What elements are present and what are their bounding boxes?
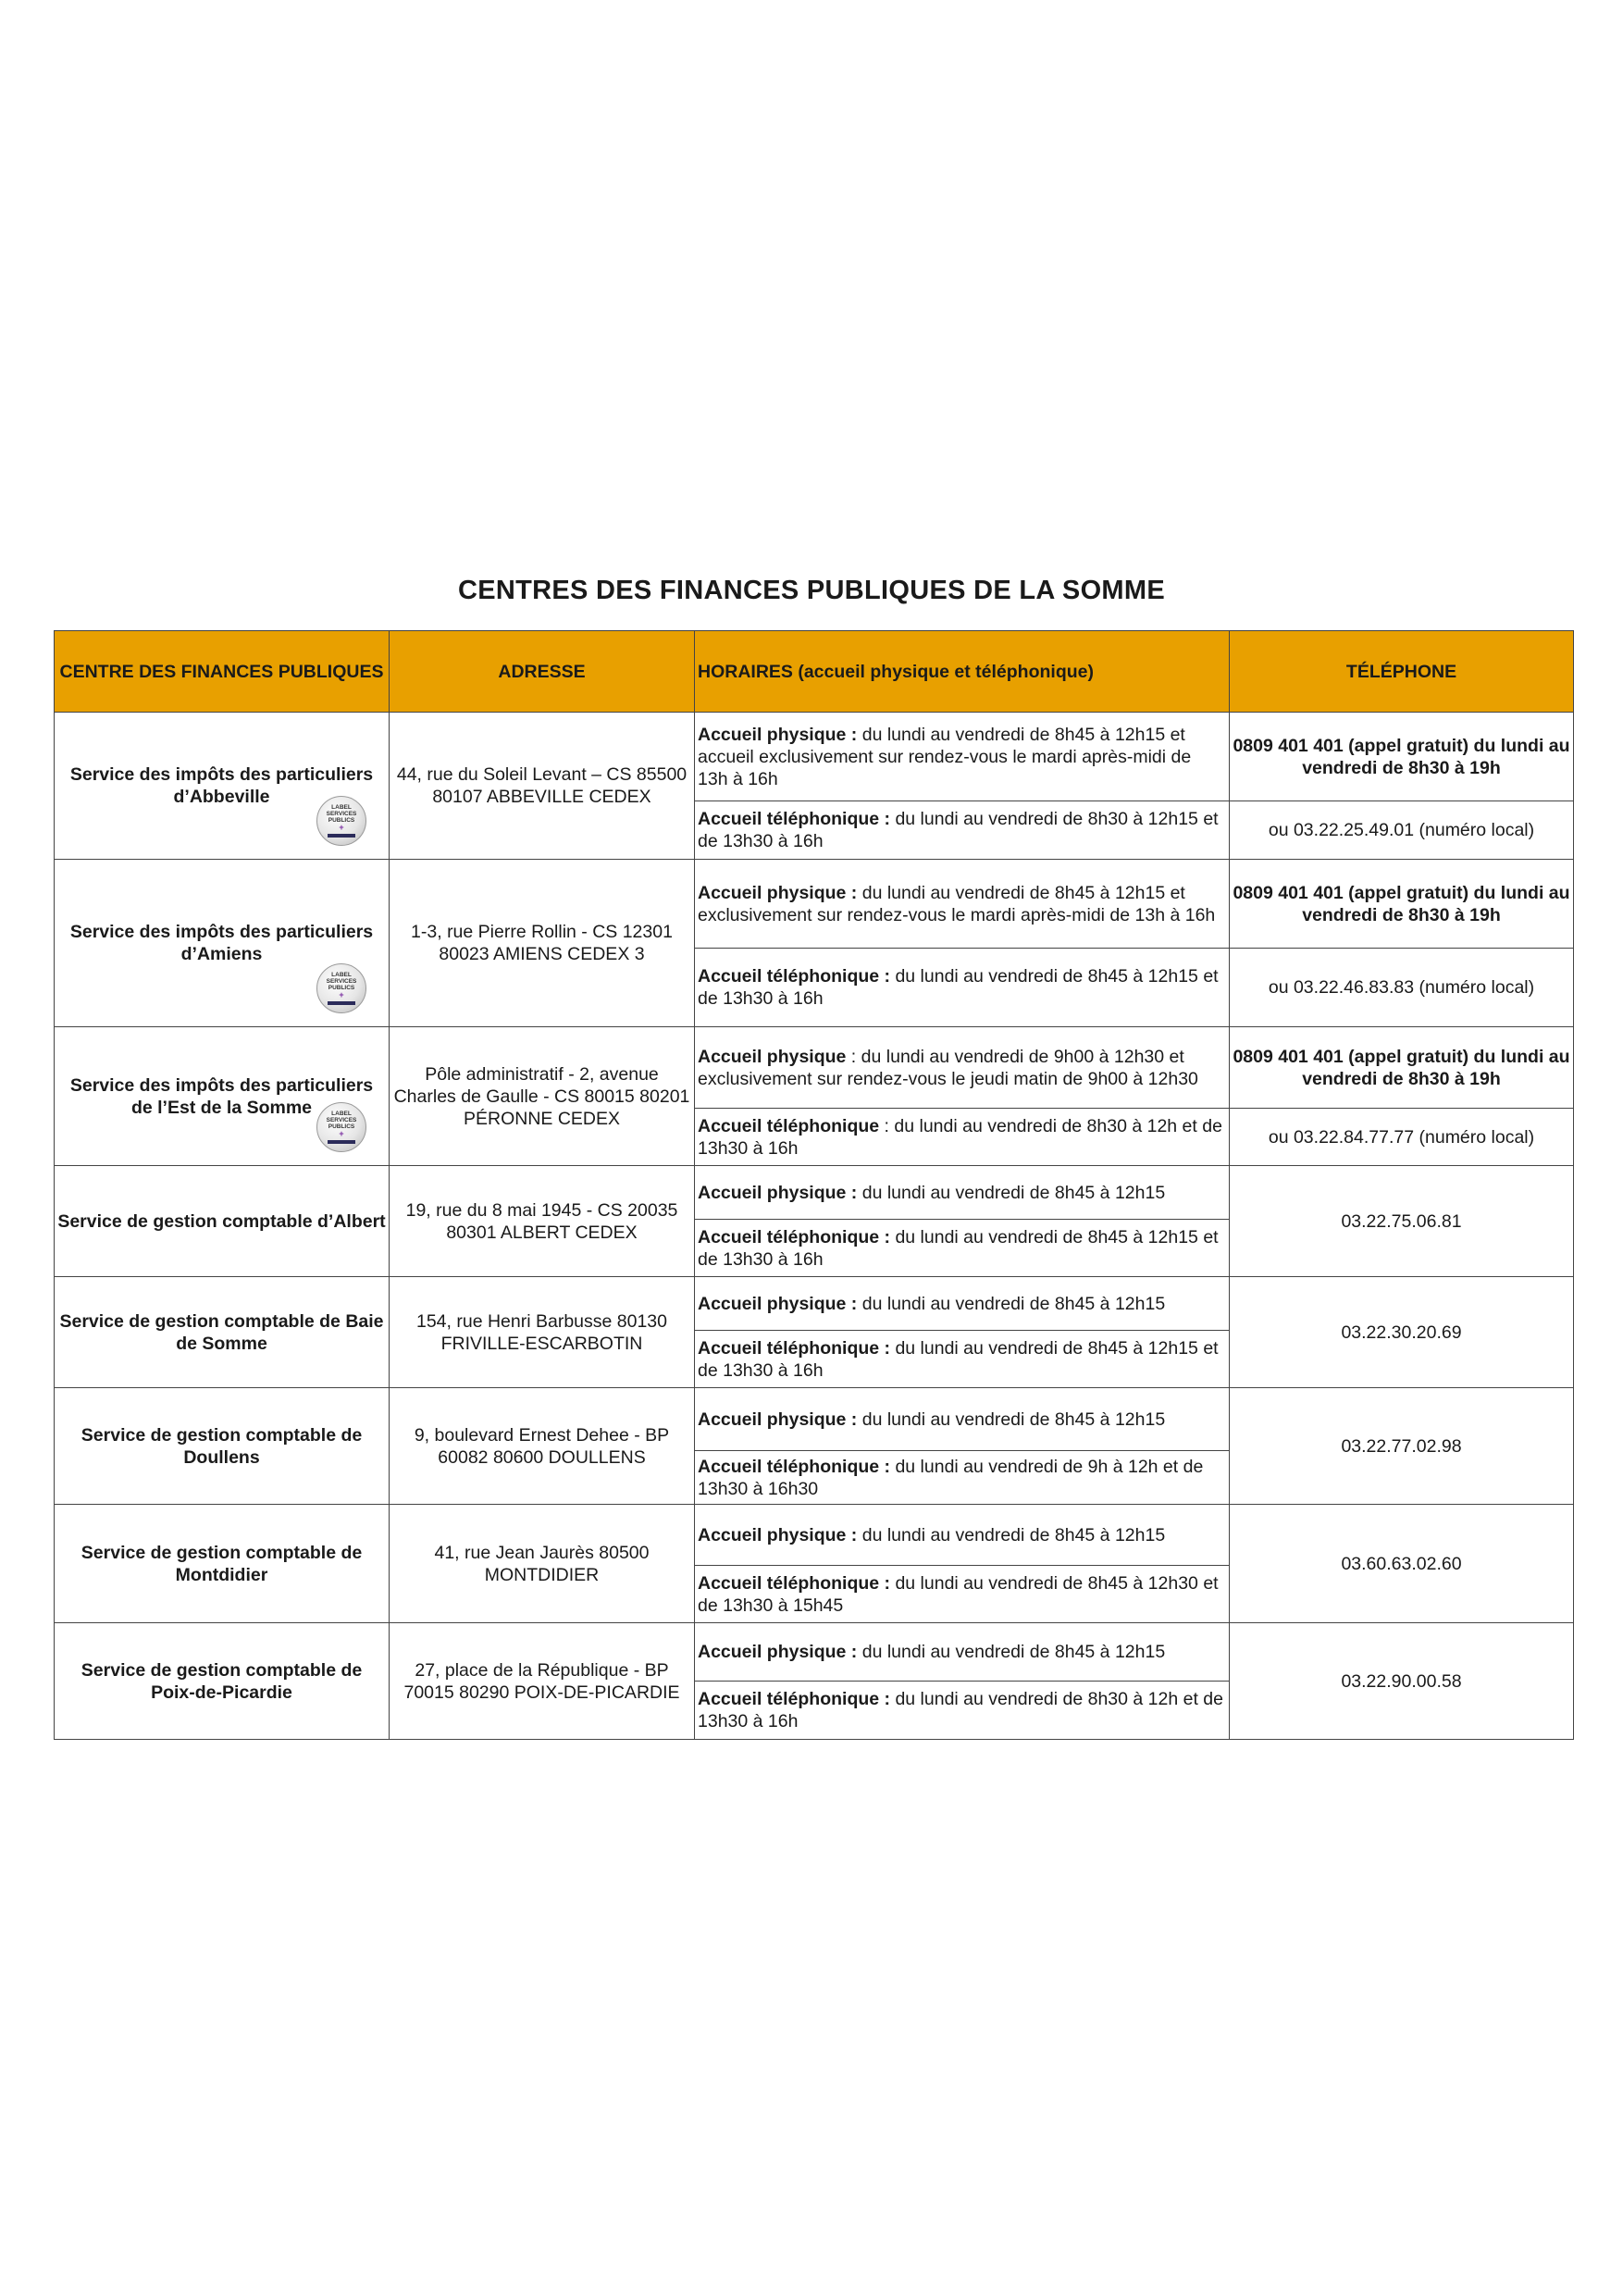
label-physique: Accueil physique : bbox=[698, 1409, 858, 1430]
table-row bbox=[55, 1388, 1574, 1451]
centre-name-cell bbox=[55, 1166, 390, 1277]
address-cell bbox=[390, 1277, 695, 1388]
address-line: 1-3, rue Pierre Rollin - CS 12301 bbox=[411, 922, 673, 942]
hours-telephonique: du lundi au vendredi de 8h30 à 12h et de 13h30 à 16h bbox=[698, 1689, 1223, 1731]
hours-telephonique-cell bbox=[695, 1220, 1230, 1277]
header-adresse: ADRESSE bbox=[390, 631, 695, 713]
hours-telephonique-cell bbox=[695, 1566, 1230, 1623]
table-row bbox=[55, 1027, 1574, 1109]
address-cell bbox=[390, 1027, 695, 1166]
hours-physique-cell bbox=[695, 1623, 1230, 1682]
address-line: 44, rue du Soleil Levant – CS 85500 bbox=[396, 764, 688, 785]
hours-physique: du lundi au vendredi de 9h00 à 12h30 et exclusivement sur rendez-vous le jeudi matin de 9h00 à 12h30 bbox=[698, 1046, 1198, 1089]
address-line: Pôle administratif - 2, avenue Charles de Gaulle - CS 80015 80201 PÉRONNE CEDEX bbox=[393, 1063, 690, 1129]
hours-telephonique-cell bbox=[695, 1682, 1230, 1740]
table-row bbox=[55, 1166, 1574, 1220]
table-header-row bbox=[55, 631, 1574, 713]
centre-name: Service de gestion comptable de Montdidier bbox=[81, 1542, 363, 1585]
label-physique: Accueil physique bbox=[698, 1046, 847, 1067]
tel-number: 03.22.77.02.98 bbox=[1341, 1435, 1462, 1457]
tel-main-cell bbox=[1230, 860, 1574, 949]
hours-physique: du lundi au vendredi de 8h45 à 12h15 et exclusivement sur rendez-vous le mardi après-midi de 13h à 16h bbox=[698, 882, 1216, 925]
label-physique: Accueil physique : bbox=[698, 882, 858, 903]
header-centre: CENTRE DES FINANCES PUBLIQUES bbox=[55, 631, 390, 713]
address-line: 19, rue du 8 mai 1945 - CS 20035 bbox=[405, 1199, 678, 1221]
tel-number: 03.22.90.00.58 bbox=[1341, 1670, 1462, 1692]
hours-telephonique-cell bbox=[695, 949, 1230, 1027]
centre-name: Service des impôts des particuliers d’Amiens bbox=[69, 922, 374, 964]
address-line: MONTDIDIER bbox=[484, 1564, 600, 1585]
centre-name-cell bbox=[55, 1505, 390, 1623]
centre-name: Service des impôts des particuliers d’Abbeville bbox=[69, 764, 374, 807]
tel-number: 03.22.30.20.69 bbox=[1341, 1322, 1462, 1343]
tel-local-cell bbox=[1230, 949, 1574, 1027]
address-cell bbox=[390, 1166, 695, 1277]
tel-cell bbox=[1230, 1505, 1574, 1623]
services-publics-label-badge-icon: LABEL SERVICES PUBLICS + bbox=[316, 796, 366, 846]
label-telephonique: Accueil téléphonique : bbox=[698, 1572, 891, 1594]
hours-physique: du lundi au vendredi de 8h45 à 12h15 bbox=[861, 1182, 1166, 1203]
centre-name-cell bbox=[55, 1277, 390, 1388]
address-line: 154, rue Henri Barbusse 80130 bbox=[415, 1310, 667, 1332]
label-physique: Accueil physique : bbox=[698, 1642, 858, 1662]
tel-main: 0809 401 401 (appel gratuit) du lundi au vendredi de 8h30 à 19h bbox=[1233, 735, 1570, 778]
label-telephonique: Accueil téléphonique : bbox=[698, 1226, 891, 1247]
address-line: 80023 AMIENS CEDEX 3 bbox=[439, 944, 645, 964]
hours-physique-cell bbox=[695, 1166, 1230, 1220]
hours-physique: du lundi au vendredi de 8h45 à 12h15 bbox=[861, 1409, 1166, 1430]
tel-main-cell bbox=[1230, 713, 1574, 801]
centre-name: Service des impôts des particuliers de l’Est de la Somme bbox=[69, 1074, 374, 1118]
centre-name: Service de gestion comptable de Poix-de-Picardie bbox=[81, 1659, 363, 1703]
centre-name-cell bbox=[55, 1388, 390, 1505]
centre-name-cell bbox=[55, 713, 390, 860]
hours-physique-cell bbox=[695, 1505, 1230, 1566]
hours-telephonique-cell bbox=[695, 1331, 1230, 1388]
address-line: 80301 ALBERT CEDEX bbox=[446, 1222, 638, 1243]
tel-cell bbox=[1230, 1166, 1574, 1277]
hours-telephonique: du lundi au vendredi de 8h45 à 12h15 et de 13h30 à 16h bbox=[698, 966, 1219, 1009]
tel-local-cell bbox=[1230, 801, 1574, 860]
header-horaires: HORAIRES (accueil physique et téléphonique) bbox=[695, 631, 1230, 713]
hours-telephonique-cell: Accueil téléphonique : du lundi au vendredi de 8h30 à 12h et de 13h30 à 16h bbox=[695, 1109, 1230, 1166]
tel-cell bbox=[1230, 1277, 1574, 1388]
hours-telephonique: du lundi au vendredi de 9h à 12h et de 13h30 à 16h30 bbox=[698, 1456, 1204, 1499]
label-telephonique: Accueil téléphonique : bbox=[698, 1456, 891, 1477]
table-row bbox=[55, 1505, 1574, 1566]
tel-main: 0809 401 401 (appel gratuit) du lundi au vendredi de 8h30 à 19h bbox=[1233, 882, 1570, 925]
hours-physique-cell bbox=[695, 860, 1230, 949]
address-line: 41, rue Jean Jaurès 80500 bbox=[434, 1542, 650, 1563]
hours-physique-cell bbox=[695, 1277, 1230, 1331]
hours-physique-cell bbox=[695, 713, 1230, 801]
tel-local: ou 03.22.84.77.77 (numéro local) bbox=[1268, 1126, 1535, 1148]
hours-telephonique-cell bbox=[695, 801, 1230, 860]
centres-table bbox=[54, 630, 1574, 1740]
hours-physique: du lundi au vendredi de 8h45 à 12h15 bbox=[861, 1524, 1166, 1545]
hours-telephonique: du lundi au vendredi de 8h30 à 12h et de 13h30 à 16h bbox=[698, 1115, 1222, 1159]
address-cell bbox=[390, 1623, 695, 1740]
page-title: CENTRES DES FINANCES PUBLIQUES DE LA SOMME bbox=[458, 576, 1165, 605]
label-telephonique: Accueil téléphonique : bbox=[698, 809, 891, 829]
centre-name: Service de gestion comptable de Doullens bbox=[81, 1424, 363, 1468]
address-cell bbox=[390, 713, 695, 860]
services-publics-label-badge-icon: LABEL SERVICES PUBLICS + bbox=[316, 963, 366, 1013]
centre-name-cell bbox=[55, 1027, 390, 1166]
hours-telephonique-cell bbox=[695, 1451, 1230, 1505]
label-physique: Accueil physique : bbox=[698, 1293, 858, 1314]
hours-telephonique: du lundi au vendredi de 8h45 à 12h15 et de 13h30 à 16h bbox=[698, 1226, 1219, 1270]
address-line: 80107 ABBEVILLE CEDEX bbox=[432, 787, 651, 807]
table-row bbox=[55, 713, 1574, 801]
tel-local: ou 03.22.25.49.01 (numéro local) bbox=[1268, 820, 1535, 840]
tel-cell bbox=[1230, 1623, 1574, 1740]
hours-physique: du lundi au vendredi de 8h45 à 12h15 bbox=[861, 1293, 1166, 1314]
label-telephonique: Accueil téléphonique : bbox=[698, 1337, 891, 1359]
label-telephonique: Accueil téléphonique bbox=[698, 1115, 880, 1136]
table-row bbox=[55, 860, 1574, 949]
centre-name: Service de gestion comptable d’Albert bbox=[57, 1210, 386, 1232]
hours-telephonique: du lundi au vendredi de 8h45 à 12h30 et de 13h30 à 15h45 bbox=[698, 1572, 1219, 1616]
address-cell bbox=[390, 1388, 695, 1505]
address-cell bbox=[390, 860, 695, 1027]
centre-name-cell bbox=[55, 1623, 390, 1740]
address-line: 27, place de la République - BP 70015 80290 POIX-DE-PICARDIE bbox=[403, 1659, 680, 1703]
table-row bbox=[55, 1277, 1574, 1331]
label-physique: Accueil physique : bbox=[698, 1524, 858, 1545]
hours-physique-cell bbox=[695, 1388, 1230, 1451]
table-row bbox=[55, 1623, 1574, 1682]
centre-name: Service de gestion comptable de Baie de Somme bbox=[59, 1310, 384, 1354]
tel-main-cell bbox=[1230, 1027, 1574, 1109]
hours-telephonique: du lundi au vendredi de 8h30 à 12h15 et de 13h30 à 16h bbox=[698, 809, 1219, 851]
centre-name-cell bbox=[55, 860, 390, 1027]
hours-physique: du lundi au vendredi de 8h45 à 12h15 et accueil exclusivement sur rendez-vous le mardi après-midi de 13h à 16h bbox=[698, 724, 1192, 789]
hours-physique: du lundi au vendredi de 8h45 à 12h15 bbox=[861, 1642, 1166, 1662]
label-telephonique: Accueil téléphonique : bbox=[698, 1689, 891, 1709]
tel-number: 03.22.75.06.81 bbox=[1341, 1210, 1462, 1232]
header-telephone: TÉLÉPHONE bbox=[1230, 631, 1574, 713]
address-cell bbox=[390, 1505, 695, 1623]
tel-local: ou 03.22.46.83.83 (numéro local) bbox=[1268, 977, 1535, 998]
hours-telephonique: du lundi au vendredi de 8h45 à 12h15 et de 13h30 à 16h bbox=[698, 1337, 1219, 1381]
label-physique: Accueil physique : bbox=[698, 724, 858, 745]
hours-physique-cell: Accueil physique : du lundi au vendredi de 9h00 à 12h30 et exclusivement sur rendez-vous le jeudi matin de 9h00 à 12h30 bbox=[695, 1027, 1230, 1109]
tel-main: 0809 401 401 (appel gratuit) du lundi au vendredi de 8h30 à 19h bbox=[1233, 1046, 1570, 1089]
tel-local-cell bbox=[1230, 1109, 1574, 1166]
label-physique: Accueil physique : bbox=[698, 1182, 858, 1203]
address-line: FRIVILLE-ESCARBOTIN bbox=[440, 1333, 643, 1354]
tel-number: 03.60.63.02.60 bbox=[1341, 1553, 1462, 1574]
tel-cell bbox=[1230, 1388, 1574, 1505]
services-publics-label-badge-icon: LABEL SERVICES PUBLICS + bbox=[316, 1102, 366, 1152]
address-line: 9, boulevard Ernest Dehee - BP 60082 80600 DOULLENS bbox=[414, 1424, 670, 1468]
label-telephonique: Accueil téléphonique : bbox=[698, 966, 891, 987]
